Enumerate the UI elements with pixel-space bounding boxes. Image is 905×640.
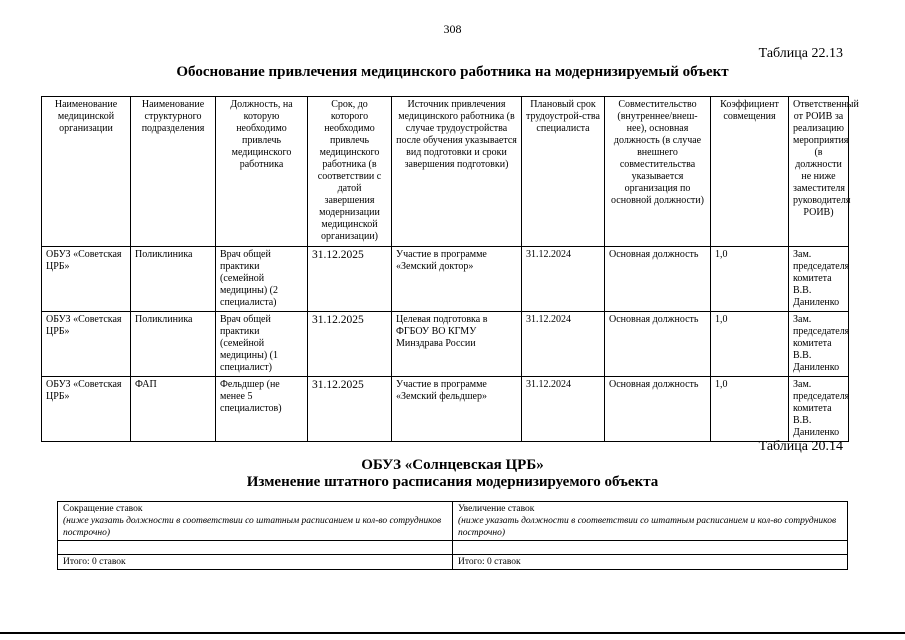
reduction-column-header (58, 502, 453, 541)
cell-org: ОБУЗ «Советская ЦРБ» (42, 312, 131, 377)
cell-deadline: 31.12.2025 (308, 312, 392, 377)
header-deadline: Срок, до которого необходимо привлечь медицинского работника (в соответствии с датой завершения модернизации медицинской организации) (308, 97, 392, 247)
staffing-header-row (58, 502, 848, 541)
reduction-hint: (ниже указать должности в соответствии со штатным расписанием и кол-во сотрудников построчно) (63, 516, 442, 538)
cell-combination: Основная должность (605, 312, 711, 377)
staffing-empty-row (58, 541, 848, 555)
cell-org: ОБУЗ «Советская ЦРБ» (42, 377, 131, 442)
increase-title: Увеличение ставок (458, 504, 535, 514)
increase-empty-cell (453, 541, 848, 555)
cell-unit: Поликлиника (131, 312, 216, 377)
increase-column-header (453, 502, 848, 541)
cell-coefficient: 1,0 (711, 312, 789, 377)
cell-source: Участие в программе «Земский доктор» (392, 247, 522, 312)
header-source: Источник привлечения медицинского работника (в случае трудоустройства после обучения указывается вид подготовки и сроки завершения подготовки) (392, 97, 522, 247)
cell-position: Врач общей практики (семейной медицины) (1 специалист) (216, 312, 308, 377)
staffing-change-table (57, 501, 848, 570)
table-label: Таблица 20.14 (758, 439, 843, 454)
increase-total: Итого: 0 ставок (453, 555, 848, 570)
cell-position: Фельдшер (не менее 5 специалистов) (216, 377, 308, 442)
table-row (42, 247, 849, 312)
cell-planned: 31.12.2024 (522, 247, 605, 312)
reduction-empty-cell (58, 541, 453, 555)
scan-edge-line (0, 632, 905, 634)
cell-deadline: 31.12.2025 (308, 377, 392, 442)
page-number: 308 (443, 22, 462, 36)
cell-planned: 31.12.2024 (522, 312, 605, 377)
header-planned: Плановый срок трудоустрой-ства специалиста (522, 97, 605, 247)
increase-hint: (ниже указать должности в соответствии со штатным расписанием и кол-во сотрудников построчно) (458, 516, 837, 538)
header-unit: Наименование структурного подразделения (131, 97, 216, 247)
cell-org: ОБУЗ «Советская ЦРБ» (42, 247, 131, 312)
table-row (42, 312, 849, 377)
cell-responsible: Зам. председателя комитета В.В. Даниленко (789, 247, 849, 312)
reduction-total: Итого: 0 ставок (58, 555, 453, 570)
header-combination: Совместительство (внутреннее/внеш-нее), основная должность (в случае внешнего совместительства указывается организация по основной должности) (605, 97, 711, 247)
cell-responsible: Зам. председателя комитета В.В. Даниленко (789, 377, 849, 442)
cell-coefficient: 1,0 (711, 247, 789, 312)
header-org: Наименование медицинской организации (42, 97, 131, 247)
cell-responsible: Зам. председателя комитета В.В. Даниленко (789, 312, 849, 377)
table-label: Таблица 22.13 (758, 46, 843, 61)
table-header-row (42, 97, 849, 247)
org-title: ОБУЗ «Солнцевская ЦРБ» (361, 457, 544, 473)
table-row (42, 377, 849, 442)
cell-source: Участие в программе «Земский фельдшер» (392, 377, 522, 442)
cell-combination: Основная должность (605, 247, 711, 312)
cell-combination: Основная должность (605, 377, 711, 442)
cell-planned: 31.12.2024 (522, 377, 605, 442)
cell-position: Врач общей практики (семейной медицины) (2 специалиста) (216, 247, 308, 312)
table-title: Обоснование привлечения медицинского работника на модернизируемый объект (176, 64, 729, 80)
cell-unit: ФАП (131, 377, 216, 442)
table-title: Изменение штатного расписания модернизируемого объекта (246, 474, 659, 490)
cell-source: Целевая подготовка в ФГБОУ ВО КГМУ Минздрава России (392, 312, 522, 377)
header-responsible: Ответственный от РОИВ за реализацию мероприятия (в должности не ниже заместителя руководителя РОИВ) (789, 97, 849, 247)
staff-attraction-table (41, 96, 859, 442)
staffing-total-row (58, 555, 848, 570)
cell-deadline: 31.12.2025 (308, 247, 392, 312)
cell-coefficient: 1,0 (711, 377, 789, 442)
cell-unit: Поликлиника (131, 247, 216, 312)
header-coefficient: Коэффициент совмещения (711, 97, 789, 247)
reduction-title: Сокращение ставок (63, 504, 143, 514)
header-position: Должность, на которую необходимо привлечь медицинского работника (216, 97, 308, 247)
